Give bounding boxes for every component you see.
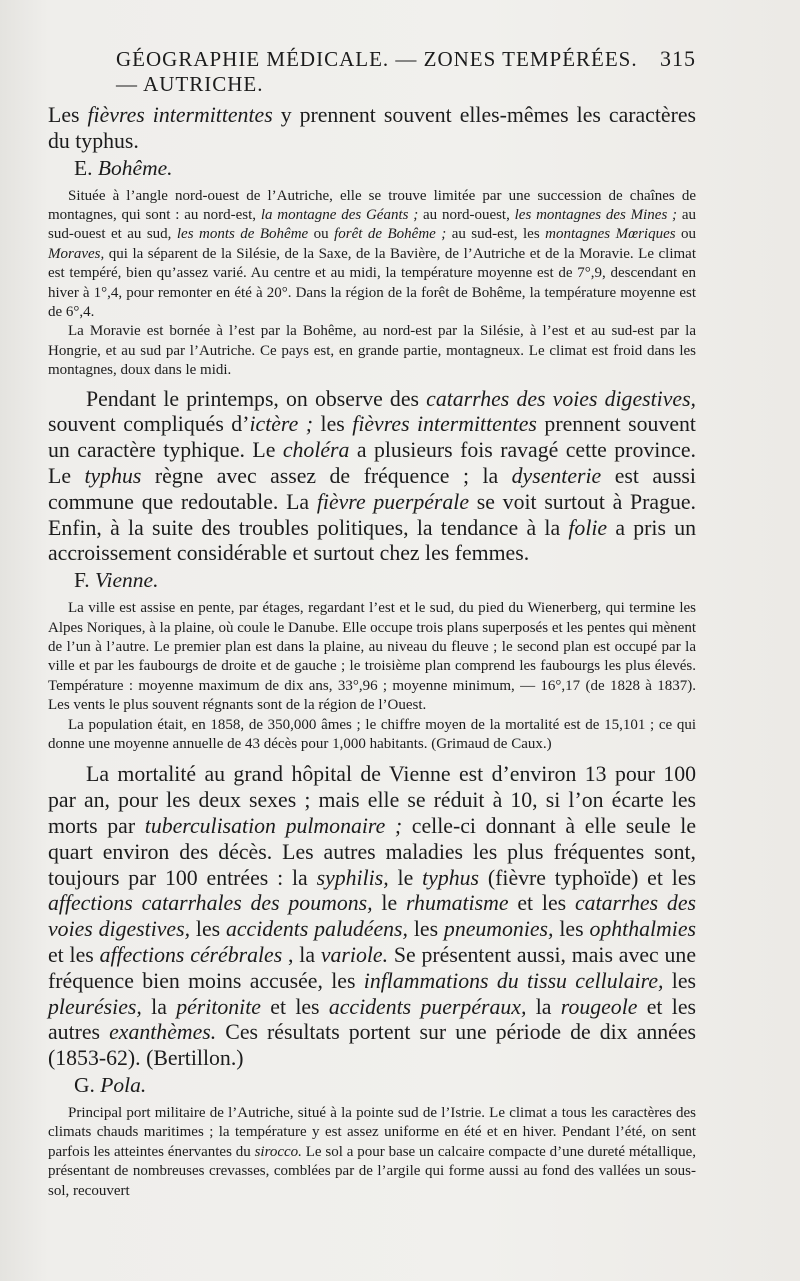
page-content <box>48 46 696 1201</box>
section-heading-pola: G. Pola. <box>74 1073 147 1098</box>
pola-description: Principal port militaire de l’Autriche, situé à la pointe sud de l’Istrie. Le climat a tous les caractères des climats chauds maritimes ; la température y est assez uniforme en été et en hiver. Pendant l’été, on sent parfois les atteintes énervantes du sirocco. Le sol a pour base un calcaire compacte d’une dureté métallique, présentant de nombreuses crevasses, comblées par de l’argile qui forme aussi au fond des vallées un sous-sol, recouvert <box>48 1105 696 1199</box>
page-number: 315 <box>660 46 696 71</box>
section-heading-vienne: F. Vienne. <box>74 568 159 593</box>
section-heading-boheme: E. Bohême. <box>74 155 173 180</box>
intro-paragraph: Les fièvres intermittentes y prennent souvent elles-mêmes les caractères du typhus. <box>48 103 696 153</box>
boheme-pathology-paragraph: Pendant le printemps, on observe des catarrhes des voies digestives, souvent compliqués d’ictère ; les fièvres intermittentes prennent souvent un caractère typhique. Le choléra a plusieurs fois ravagé cette province. Le typhus règne avec assez de fréquence ; la dysenterie est aussi commune que redoutable. La fièvre puerpérale se voit surtout à Prague. Enfin, à la suite des troubles politiques, la tendance à la folie a pris un accroissement considérable et surtout chez les femmes. <box>48 386 697 566</box>
running-header <box>116 46 696 97</box>
boheme-description: Située à l’angle nord-ouest de l’Autriche, elle se trouve limitée par une succession de chaînes de montagnes, qui sont : au nord-est, la montagne des Géants ; au nord-ouest, les montagnes des Mines ; au sud-ouest et au sud, les monts de Bohême ou forêt de Bohême ; au sud-est, les montagnes Mœriques ou Moraves, qui la séparent de la Silésie, de la Saxe, de la Bavière, de l’Autriche et de la Moravie. Le climat est tempéré, bien qu’assez varié. Au centre et au midi, la température moyenne est de 7°,9, descendant en hiver à 1°,4, pour remonter en été à 20°. Dans la région de la forêt de Bohême, la température moyenne est de 6°,4. <box>48 187 697 321</box>
moravie-description: La Moravie est bornée à l’est par la Bohême, au nord-est par la Silésie, à l’est et au sud-est par la Hongrie, et au sud par l’Autriche. Ce pays est, en grande partie, montagneux. Le climat est froid dans les montagnes, doux dans le midi. <box>48 323 696 379</box>
vienne-pathology-paragraph: La mortalité au grand hôpital de Vienne est d’environ 13 pour 100 par an, pour les deux sexes ; mais elle se réduit à 10, si l’on écarte les morts par tuberculisation pulmonaire ; celle-ci donnant à elle seule le quart environ des décès. Les autres maladies les plus fréquentes sont, toujours par 100 entrées : la syphilis, le typhus (fièvre typhoïde) et les affections catarrhales des poumons, le rhumatisme et les catarrhes des voies digestives, les accidents paludéens, les pneumonies, les ophthalmies et les affections cérébrales , la variole. Se présentent aussi, mais avec une fréquence bien moins accusée, les inflammations du tissu cellulaire, les pleurésies, la péritonite et les accidents puerpéraux, la rougeole et les autres exanthèmes. Ces résultats portent sur une période de dix années (1853-62). (Bertillon.) <box>48 762 697 1071</box>
vienne-description: La ville est assise en pente, par étages, regardant l’est et le sud, du pied du Wienerberg, qui termine les Alpes Noriques, à la plaine, où coule le Danube. Elle occupe trois plans superposés et les pentes qui mènent de l’un à l’autre. Le premier plan est dans la plaine, au niveau du fleuve ; le second plan est occupé par la ville et par les faubourgs de droite et de gauche ; le troisième plan comprend les faubourgs les plus élevés. Température : moyenne maximum de dix ans, 33°,96 ; moyenne minimum, — 16°,17 (de 1828 à 1837). Les vents le plus souvent régnants sont de la région de l’Ouest. <box>48 600 696 714</box>
vienne-population: La population était, en 1858, de 350,000 âmes ; le chiffre moyen de la mortalité est de 15,101 ; ce qui donne une moyenne annuelle de 43 décès pour 1,000 habitants. (Grimaud de Caux.) <box>48 716 696 753</box>
running-title: GÉOGRAPHIE MÉDICALE. — ZONES TEMPÉRÉES. — AUTRICHE. <box>116 47 638 96</box>
